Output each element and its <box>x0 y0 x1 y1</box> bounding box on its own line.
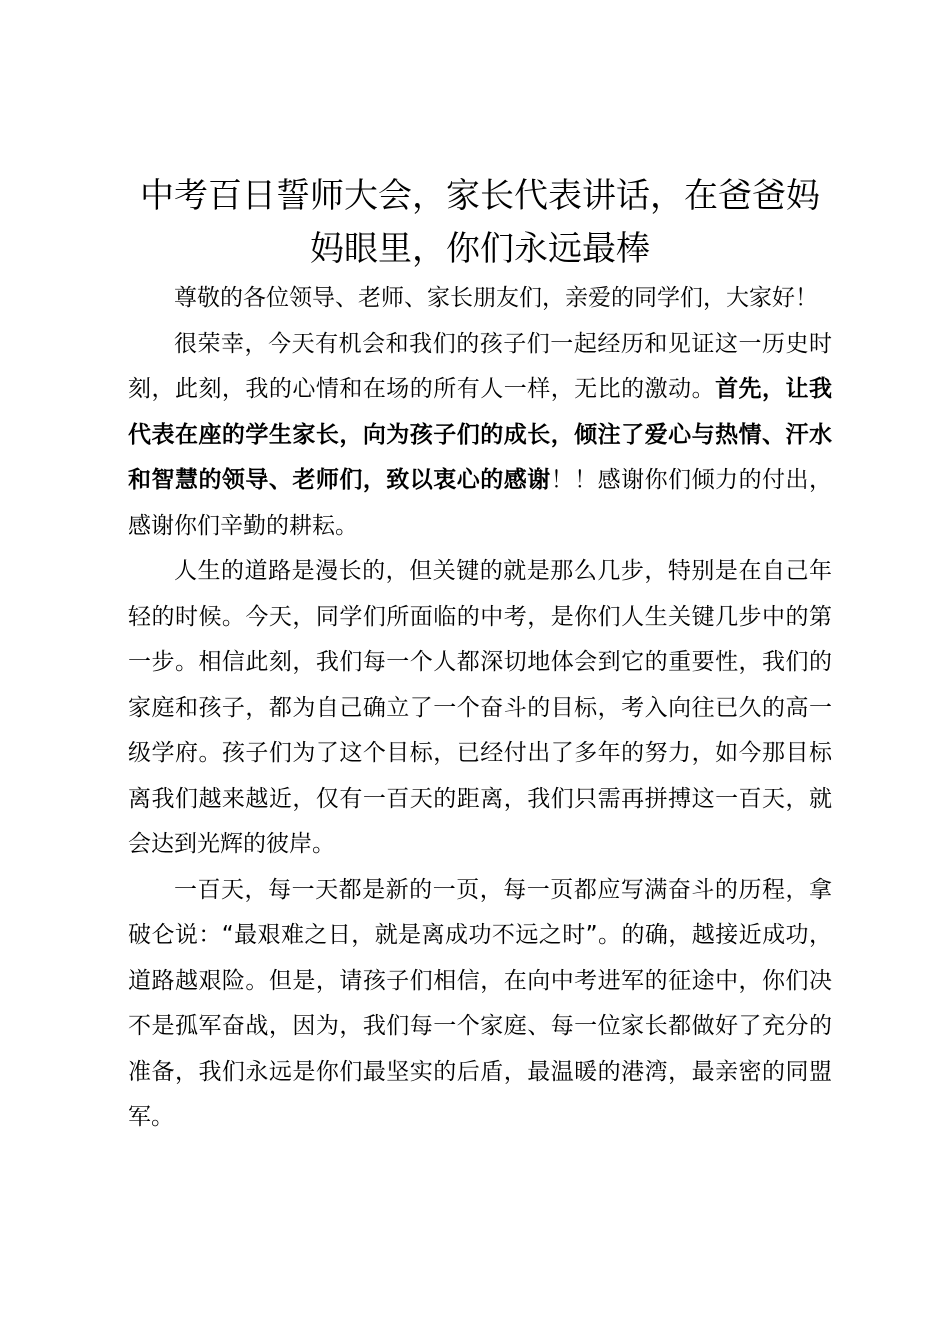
thanks-paragraph <box>128 322 832 550</box>
document-page <box>128 170 832 1141</box>
hundred-days-paragraph: 一百天，每一天都是新的一页，每一页都应写满奋斗的历程，拿破仑说：“最艰难之日，就是离成功不远之时”。的确，越接近成功，道路越艰险。但是，请孩子们相信，在向中考进军的征途中，你们决不是孤军奋战，因为，我们每一个家庭、每一位家长都做好了充分的准备，我们永远是你们最坚实的后盾，最温暖的港湾，最亲密的同盟军。 <box>128 876 832 1130</box>
life-path-paragraph: 人生的道路是漫长的，但关键的就是那么几步，特别是在自己年轻的时候。今天，同学们所面临的中考，是你们人生关键几步中的第一步。相信此刻，我们每一个人都深切地体会到它的重要性，我们的家庭和孩子，都为自己确立了一个奋斗的目标，考入向往已久的高一级学府。孩子们为了这个目标，已经付出了多年的努力，如今那目标离我们越来越近，仅有一百天的距离，我们只需再拼搏这一百天，就会达到光辉的彼岸。 <box>128 558 832 857</box>
thanks-intro-text: 很荣幸，今天有机会和我们的孩子们一起经历和见证这一历史时刻，此刻，我的心情和在场的所有人一样，无比的激动。 <box>128 330 832 402</box>
greeting-paragraph: 尊敬的各位领导、老师、家长朋友们，亲爱的同学们，大家好！ <box>174 285 818 311</box>
thanks-bold-text: 首先，让我代表在座的学生家长，向为孩子们的成长，倾注了爱心与热情、汗水和智慧的领导、老师们，致以衷心的感谢 <box>128 376 833 493</box>
document-title: 中考百日誓师大会，家长代表讲话，在爸爸妈妈眼里，你们永远最棒 <box>140 176 820 269</box>
thanks-rest-text: ！！感谢你们倾力的付出，感谢你们辛勤的耕耘。 <box>128 467 833 539</box>
